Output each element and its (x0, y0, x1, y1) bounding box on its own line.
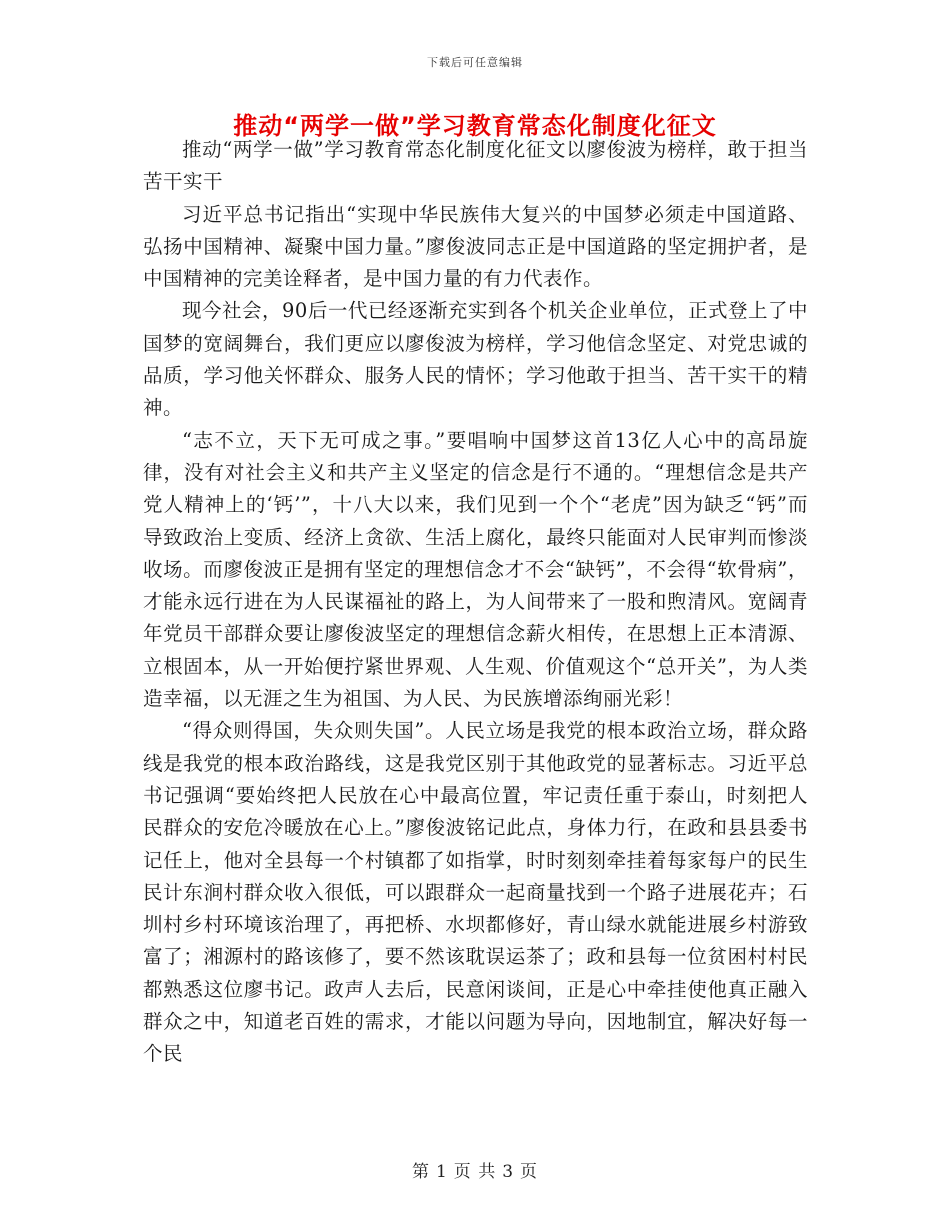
document-title: 推动“两学一做”学习教育常态化制度化征文 (233, 112, 717, 140)
paragraph-people: “得众则得国，失众则失国”。人民立场是我党的根本政治立场，群众路线是我党的根本政治路线，这是我党区别于其他政党的显著标志。习近平总书记强调“要始终把人民放在心中最高位置，牢记责任重于泰山，时刻把人民群众的安危冷暖放在心上。”廖俊波铭记此点，身体力行，在政和县县委书记任上，他对全县每一个村镇都了如指掌，时时刻刻牵挂着每家每户的民生民计东涧村群众收入很低，可以跟群众一起商量找到一个路子进展花卉；石圳村乡村环境该治理了，再把桥、水坝都修好，青山绿水就能进展乡村游致富了；湘源村的路该修了，要不然该耽误运茶了；政和县每一位贫困村村民都熟悉这位廖书记。政声人去后，民意闲谈间，正是心中牵挂使他真正融入群众之中，知道老百姓的需求，才能以问题为导向，因地制宜，解决好每一个民 (143, 719, 808, 1066)
paragraph-intro: 推动“两学一做”学习教育常态化制度化征文以廖俊波为榜样，敢于担当苦干实干 (143, 138, 808, 194)
document-body (143, 134, 808, 1071)
page-number-footer (0, 1157, 950, 1182)
page-label-mid: 页 共 (453, 1162, 497, 1182)
page-label-suffix: 页 (520, 1162, 539, 1182)
paragraph-90s-generation: 现今社会，90后一代已经逐渐充实到各个机关企业单位，正式登上了中国梦的宽阔舞台，我们更应以廖俊波为榜样，学习他信念坚定、对党忠诚的品质，学习他关怀群众、服务人民的情怀；学习他敢于担当、苦干实干的精神。 (143, 299, 808, 420)
page-total: 3 (502, 1162, 515, 1182)
page-current: 1 (435, 1162, 448, 1182)
page-label-prefix: 第 (411, 1162, 430, 1182)
paragraph-quote-xi: 习近平总书记指出“实现中华民族伟大复兴的中国梦必须走中国道路、弘扬中国精神、凝聚中国力量。”廖俊波同志正是中国道路的坚定拥护者，是中国精神的完美诠释者，是中国力量的有力代表作。 (143, 202, 808, 291)
paragraph-ideals: “志不立，天下无可成之事。”要唱响中国梦这首13亿人心中的高昂旋律，没有对社会主义和共产主义坚定的信念是行不通的。“理想信念是共产党人精神上的‘钙’”，十八大以来，我们见到一个个“老虎”因为缺乏“钙”而导致政治上变质、经济上贪欲、生活上腐化，最终只能面对人民审判而惨淡收场。而廖俊波正是拥有坚定的理想信念才不会“缺钙”，不会得“软骨病”，才能永远行进在为人民谋福祉的路上，为人间带来了一股和煦清风。宽阔青年党员干部群众要让廖俊波坚定的理想信念薪火相传，在思想上正本清源、立根固本，从一开始便拧紧世界观、人生观、价值观这个“总开关”，为人类造幸福，以无涯之生为祖国、为人民、为民族增添绚丽光彩！ (143, 428, 808, 711)
header-note: 下载后可任意编辑 (427, 56, 523, 69)
